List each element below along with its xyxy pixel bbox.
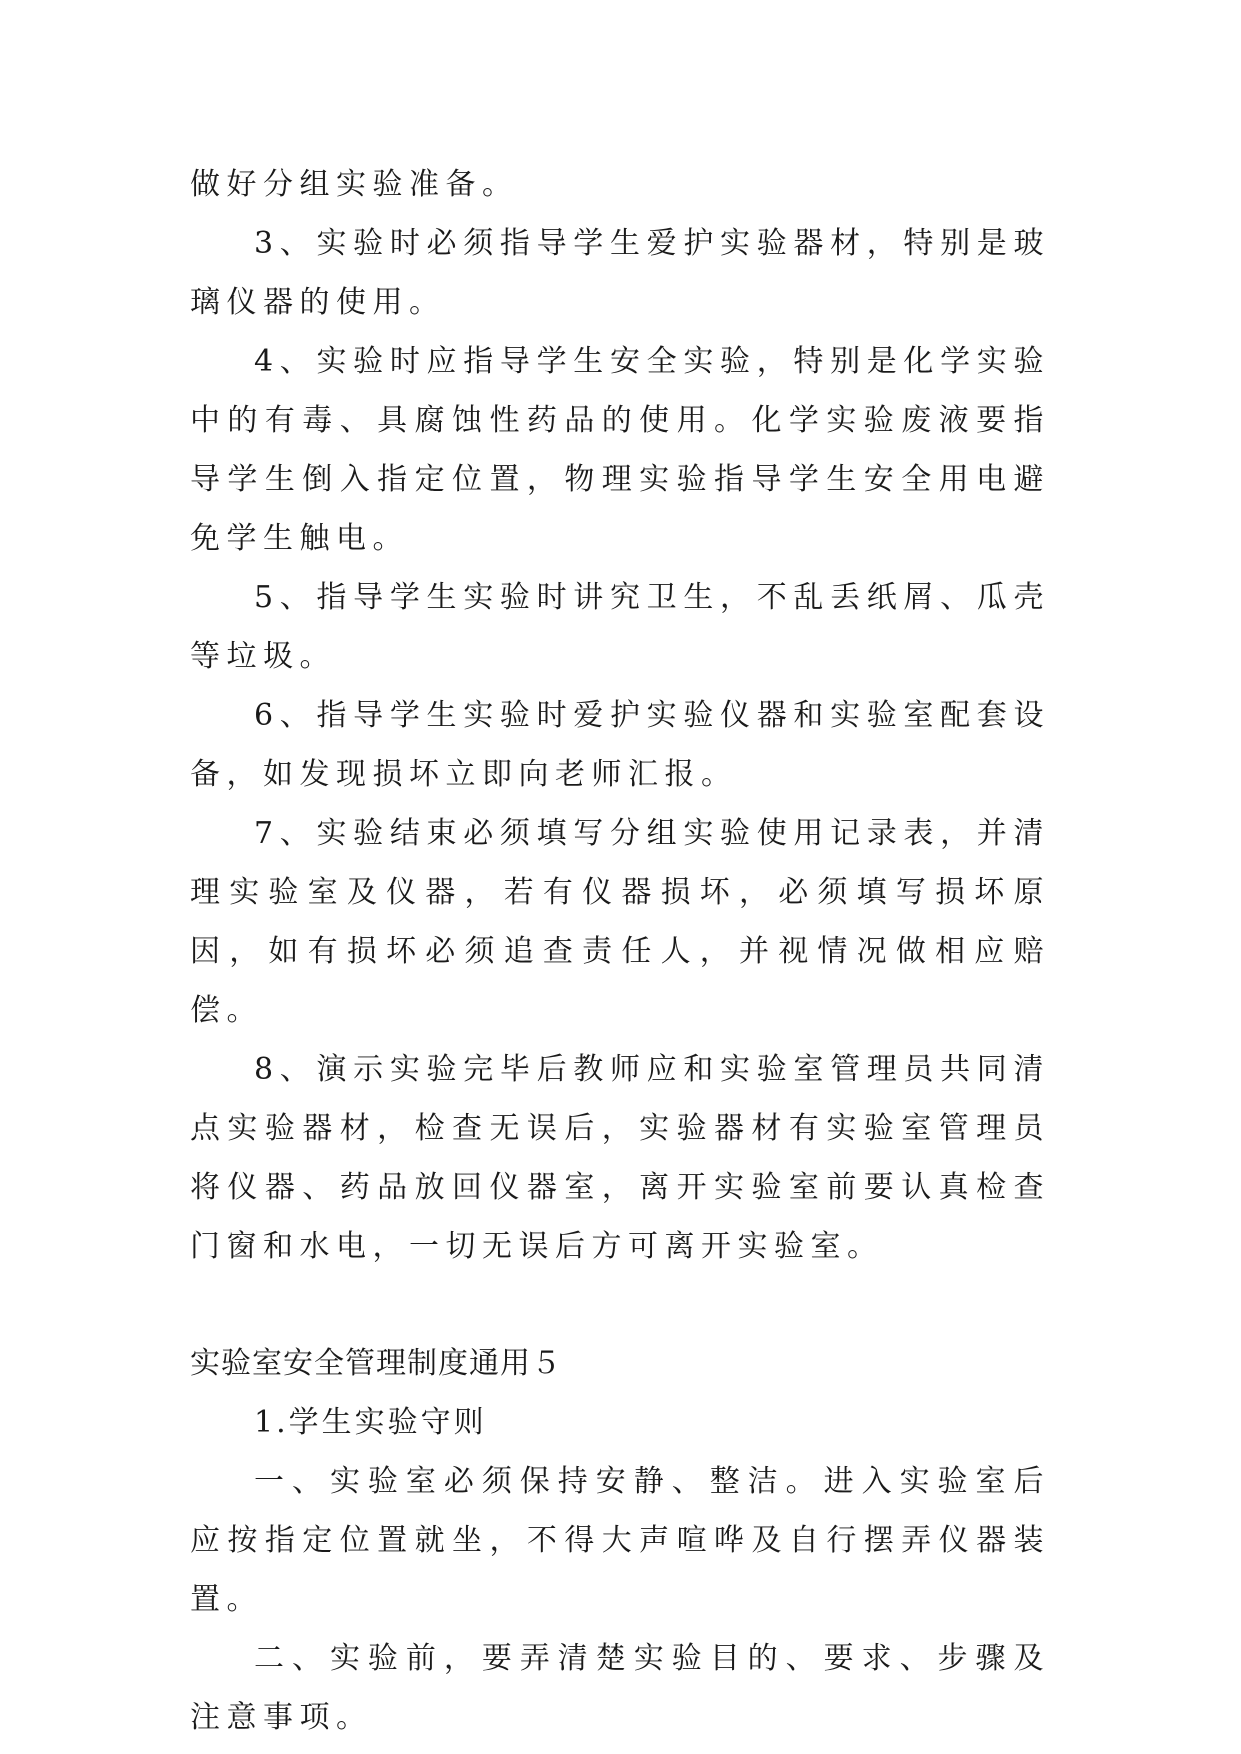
subsection-title: 1.学生实验守则 — [254, 1405, 487, 1440]
section-title: 实验室安全管理制度通用５ — [190, 1346, 562, 1381]
paragraph-rule-1: 一、实验室必须保持安静、整洁。进入实验室后应按指定位置就坐，不得大声喧哗及自行摆弄仪器装置。 — [190, 1464, 1050, 1617]
paragraph-item-6: 6、指导学生实验时爱护实验仪器和实验室配套设备，如发现损坏立即向老师汇报。 — [190, 698, 1050, 792]
paragraph-continuation: 做好分组实验准备。 — [190, 167, 519, 202]
paragraph-rule-2: 二、实验前，要弄清楚实验目的、要求、步骤及注意事项。 — [190, 1641, 1050, 1735]
paragraph-item-4: 4、实验时应指导学生安全实验，特别是化学实验中的有毒、具腐蚀性药品的使用。化学实验废液要指导学生倒入指定位置，物理实验指导学生安全用电避免学生触电。 — [190, 344, 1050, 556]
paragraph-item-7: 7、实验结束必须填写分组实验使用记录表，并清理实验室及仪器，若有仪器损坏，必须填写损坏原因，如有损坏必须追查责任人，并视情况做相应赔偿。 — [190, 816, 1050, 1028]
document-body — [190, 155, 1050, 1747]
paragraph-item-3: 3、实验时必须指导学生爱护实验器材，特别是玻璃仪器的使用。 — [190, 226, 1050, 320]
paragraph-item-8: 8、演示实验完毕后教师应和实验室管理员共同清点实验器材，检查无误后，实验器材有实验室管理员将仪器、药品放回仪器室，离开实验室前要认真检查门窗和水电，一切无误后方可离开实验室。 — [190, 1052, 1050, 1264]
paragraph-item-5: 5、指导学生实验时讲究卫生，不乱丢纸屑、瓜壳等垃圾。 — [190, 580, 1050, 674]
